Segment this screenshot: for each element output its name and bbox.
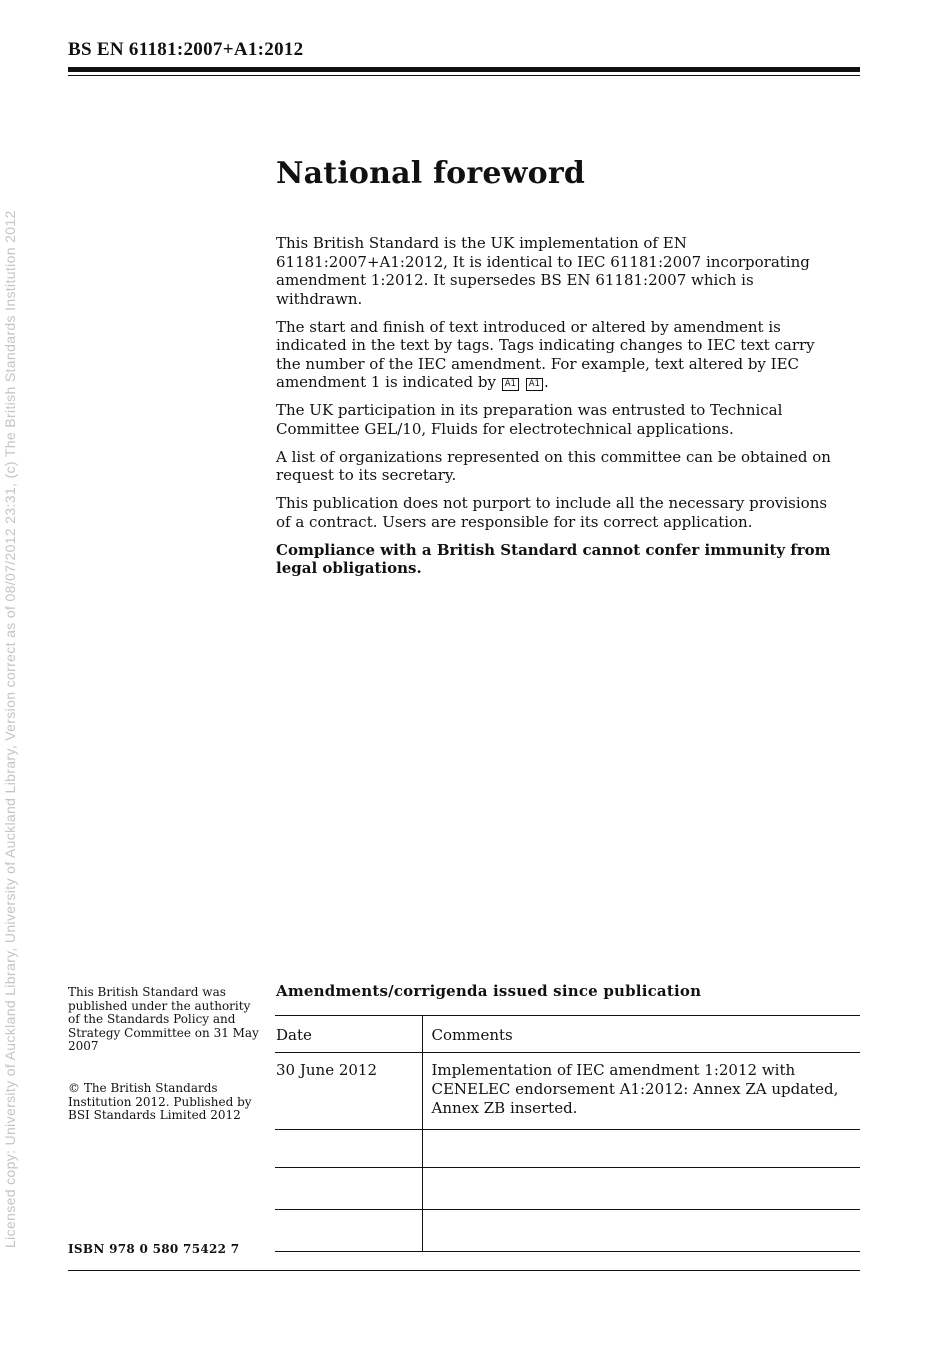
amendment-tag-open-icon: A1 [502,378,519,391]
paragraph-organizations: A list of organizations represented on this committee can be obtained on request to its secretary. [276,447,831,484]
empty-cell [422,1168,860,1210]
paragraph-participation: The UK participation in its preparation was entrusted to Technical Committee GEL/10, Fluids for electrotechnical applications. [276,401,783,438]
document-id: BS EN 61181:2007+A1:2012 [68,39,304,60]
license-watermark: Licensed copy: University of Auckland Library, University of Auckland Library, Version correct as of 08/07/2012 23:31, (c) The British Standards Institution 2012 [2,210,18,1248]
paragraph-amendment-tags-text: The start and finish of text introduced or altered by amendment is indicated in the text by tags. Tags indicating changes to IEC text carry the number of the IEC amendment. For example, text altered by IEC amendment 1 is indicated by [276,317,815,391]
table-row-empty [275,1210,860,1252]
amendment-tag-close-icon: A1 [526,378,543,391]
amendment-comments: Implementation of IEC amendment 1:2012 with CENELEC endorsement A1:2012: Annex ZA updated, Annex ZB inserted. [422,1053,860,1130]
amendments-header-row [275,1016,860,1053]
paragraph-compliance: Compliance with a British Standard cannot confer immunity from legal obligations. [276,540,831,577]
amendment-date: 30 June 2012 [275,1053,422,1130]
paragraph-amendment-tags [276,318,836,392]
page-title: National foreword [276,156,586,191]
paragraph-implementation: This British Standard is the UK implementation of EN 61181:2007+A1:2012, It is identical to IEC 61181:2007 incorporating amendment 1:2012. It supersedes BS EN 61181:2007 which is withdrawn. [276,234,810,308]
copyright-note: © The British Standards Institution 2012. Published by BSI Standards Limited 2012 [68,1081,252,1123]
isbn: ISBN 978 0 580 75422 7 [68,1242,240,1256]
table-row [275,1053,860,1130]
column-header-comments: Comments [422,1016,860,1053]
foreword-body [276,234,836,587]
table-row-empty [275,1168,860,1210]
paragraph-amendment-tags-end: . [544,373,549,391]
empty-cell [275,1210,422,1252]
header-rule-thick [68,67,860,72]
paragraph-contract: This publication does not purport to include all the necessary provisions of a contract. Users are responsible for its correct application. [276,494,828,531]
empty-cell [422,1130,860,1168]
footer-rule [68,1270,860,1271]
amendments-table [275,1015,860,1252]
amendments-heading: Amendments/corrigenda issued since publication [276,982,702,1000]
header-rule-thin [68,75,860,76]
publication-note: This British Standard was published under the authority of the Standards Policy and Strategy Committee on 31 May 2007 [68,985,259,1054]
empty-cell [422,1210,860,1252]
column-header-date: Date [275,1016,422,1053]
table-row-empty [275,1130,860,1168]
empty-cell [275,1168,422,1210]
empty-cell [275,1130,422,1168]
